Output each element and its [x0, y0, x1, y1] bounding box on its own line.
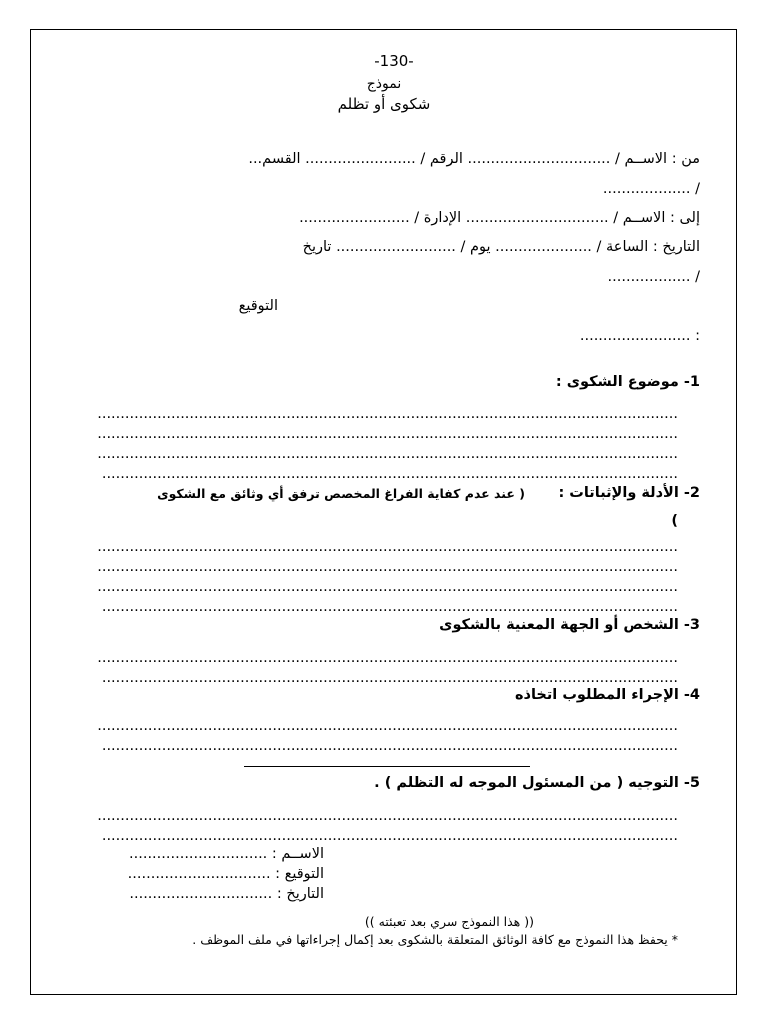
section-2-line-3: .............................................................................................................................. [97, 579, 678, 595]
section-2-line-1: .............................................................................................................................. [97, 539, 678, 555]
section-1-line-4: ............................................................................................................................. [101, 466, 678, 482]
section-4-line-2: ............................................................................................................................. [101, 738, 678, 754]
section-2-note: ( عند عدم كفاية الفراغ المخصص ترفق أي وثائق مع الشكوى [157, 486, 525, 501]
section-5-title: 5- التوجيه ( من المسئول الموجه له التظلم ) . [374, 775, 700, 791]
official-date-field: التاريخ : ............................... [129, 886, 324, 902]
to-line: إلى : الاســم / ............................... الإدارة / ........................ [299, 210, 700, 226]
date-line-cont: / .................. [607, 269, 700, 285]
section-5-line-1: .............................................................................................................................. [97, 808, 678, 824]
section-2-note-close: ) [671, 513, 678, 529]
from-line-cont: / ................... [602, 181, 700, 197]
signature-dots: : ........................ [579, 328, 700, 344]
section-1-line-2: .............................................................................................................................. [97, 426, 678, 442]
official-name-field: الاســم : .............................. [129, 846, 324, 862]
section-2-title: 2- الأدلة والإثباتات : [558, 485, 700, 501]
section-3-line-1: .............................................................................................................................. [97, 650, 678, 666]
signature-label: التوقيع [238, 298, 278, 314]
section-2-line-4: ............................................................................................................................. [101, 599, 678, 615]
confidential-note: (( هذا النموذج سري بعد تعبئته )) [364, 914, 534, 929]
filing-note: * يحفظ هذا النموذج مع كافة الوثائق المتعلقة بالشكوى بعد إكمال إجراءاتها في ملف الموظف . [192, 932, 678, 947]
form-number: -130- [374, 52, 414, 70]
section-1-line-1: .............................................................................................................................. [97, 406, 678, 422]
form-title: شكوى أو تظلم [337, 95, 431, 113]
date-line: التاريخ : الساعة / ..................... يوم / .......................... تاريخ [302, 239, 700, 255]
section-5-line-2: ............................................................................................................................. [101, 828, 678, 844]
separator-line [244, 766, 530, 767]
from-line: من : الاســم / ............................... الرقم / ........................ القسم... [248, 151, 700, 167]
section-1-line-3: .............................................................................................................................. [97, 446, 678, 462]
section-2-line-2: .............................................................................................................................. [97, 559, 678, 575]
section-4-line-1: .............................................................................................................................. [97, 718, 678, 734]
section-4-title: 4- الإجراء المطلوب اتخاذه [514, 687, 700, 703]
section-3-title: 3- الشخص أو الجهة المعنية بالشكوى [439, 617, 700, 633]
section-1-title: 1- موضوع الشكوى : [555, 374, 700, 390]
official-signature-field: التوقيع : ............................... [127, 866, 324, 882]
form-word: نموذج [366, 76, 402, 92]
section-3-line-2: ............................................................................................................................. [101, 670, 678, 686]
